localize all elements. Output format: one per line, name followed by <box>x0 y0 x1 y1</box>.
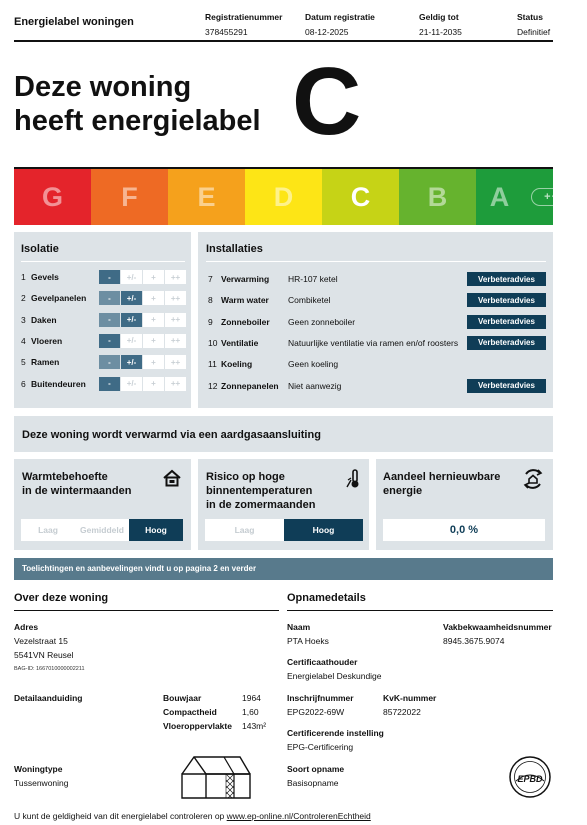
hernieuwbaar-value-box <box>383 519 545 541</box>
scale-step: +/- <box>121 334 142 348</box>
row-name: Gevelpanelen <box>31 293 87 304</box>
row-number: 2 <box>21 293 26 304</box>
row-name: Ramen <box>31 357 60 368</box>
scale-step: - <box>99 313 120 327</box>
energy-class-e <box>168 169 245 225</box>
inschrijfnummer-label: Inschrijfnummer <box>287 693 354 703</box>
installaties-title: Installaties <box>206 243 263 255</box>
installaties-divider <box>206 261 546 262</box>
isolatie-row <box>21 313 57 327</box>
warmte-title-line2: in de wintermaanden <box>22 485 132 497</box>
energy-class-letter: D <box>273 181 294 212</box>
scale-step: ++ <box>165 355 186 369</box>
row-number: 9 <box>208 316 213 327</box>
verbeteradvies-button[interactable]: Verbeteradvies <box>467 336 546 350</box>
soort-opname-label: Soort opname <box>287 764 345 774</box>
scale-step: + <box>143 270 164 284</box>
spec-value: 1,60 <box>242 707 259 717</box>
scale-step: ++ <box>165 377 186 391</box>
installatie-row <box>208 336 458 350</box>
verification-link[interactable]: www.ep-online.nl/ControlerenEchtheid <box>226 811 371 821</box>
row-number: 6 <box>21 378 26 389</box>
header-divider <box>14 40 553 42</box>
hernieuwbaar-panel <box>376 459 553 550</box>
scale-option: Gemiddeld <box>75 519 129 541</box>
energy-class-letter: G <box>41 181 63 212</box>
certificaathouder-label: Certificaathouder <box>287 657 358 667</box>
woning-divider <box>14 610 279 611</box>
row-number: 5 <box>21 357 26 368</box>
row-name: Koeling <box>221 359 253 370</box>
row-number: 1 <box>21 272 26 282</box>
scale-step: +/- <box>121 270 142 284</box>
energy-class-c <box>322 169 399 225</box>
energy-class-letter: E <box>197 181 216 212</box>
row-name: Zonnepanelen <box>221 380 279 391</box>
inschrijfnummer-value: EPG2022-69W <box>287 707 345 717</box>
scale-step: - <box>99 355 120 369</box>
footer-note <box>14 811 371 821</box>
scale-step: + <box>143 313 164 327</box>
installatie-row <box>208 315 355 329</box>
scale-option: Hoog <box>129 519 183 541</box>
warmte-title-line1: Warmtebehoefte <box>22 471 108 483</box>
instelling-label: Certificerende instelling <box>287 728 384 738</box>
row-name: Daken <box>31 314 57 325</box>
row-value: Niet aanwezig <box>288 380 342 391</box>
headline: Deze woning heeft energielabel <box>14 71 261 137</box>
row-number: 11 <box>208 359 217 370</box>
soort-opname-value: Basisopname <box>287 778 339 788</box>
info-banner: Toelichtingen en aanbevelingen vindt u op pagina 2 en verder <box>14 558 553 580</box>
installatie-row <box>208 272 338 286</box>
row-name: Vloeren <box>31 335 63 346</box>
opname-title: Opnamedetails <box>287 592 366 604</box>
verbeteradvies-button[interactable]: Verbeteradvies <box>467 315 546 329</box>
registration-number: Registratienummer 378455291 <box>205 12 283 37</box>
adres-street: Vezelstraat 15 <box>14 636 68 646</box>
row-number: 8 <box>208 295 213 306</box>
row-name: Buitendeuren <box>31 378 86 389</box>
hernieuwbaar-value: 0,0 % <box>449 524 479 536</box>
scale-step: +/- <box>121 355 142 369</box>
isolatie-scale <box>99 291 186 305</box>
energy-label-letter: C <box>292 48 362 155</box>
isolatie-scale <box>99 270 186 284</box>
row-number: 7 <box>208 274 213 284</box>
spec-value: 143m² <box>242 721 267 731</box>
scale-step: +/- <box>121 377 142 391</box>
adres-label: Adres <box>14 622 39 632</box>
row-name: Zonneboiler <box>221 316 270 327</box>
energy-scale-bar <box>14 169 574 225</box>
hernieuwbaar-title-line2: energie <box>383 485 423 497</box>
scale-step: + <box>143 334 164 348</box>
energy-class-letter: F <box>121 181 138 212</box>
verbeteradvies-button[interactable]: Verbeteradvies <box>467 293 546 307</box>
risico-panel <box>198 459 369 550</box>
house-heat-icon <box>163 469 181 487</box>
row-value: Natuurlijke ventilatie via ramen en/of roosters <box>288 337 459 348</box>
detail-label: Detailaanduiding <box>14 693 83 703</box>
isolatie-panel <box>14 232 191 408</box>
scale-step: +/- <box>121 291 142 305</box>
risico-title-line3: in de zomermaanden <box>206 499 316 511</box>
thermometer-icon <box>346 469 362 489</box>
energy-class-f <box>91 169 168 225</box>
isolatie-scale <box>99 313 186 327</box>
row-number: 4 <box>21 335 26 346</box>
row-value: Geen koeling <box>288 359 339 370</box>
row-name: Warm water <box>221 295 269 306</box>
isolatie-scale <box>99 334 186 348</box>
opname-divider <box>287 610 553 611</box>
hernieuwbaar-title-line1: Aandeel hernieuwbare <box>383 471 501 483</box>
document-title: Energielabel woningen <box>14 16 134 28</box>
instelling-value: EPG-Certificering <box>287 742 354 752</box>
energy-class-g <box>14 169 91 225</box>
isolatie-scale <box>99 355 186 369</box>
scale-step: + <box>143 355 164 369</box>
isolatie-row <box>21 291 86 305</box>
gas-connection-note: Deze woning wordt verwarmd via een aardgasaansluiting <box>14 416 553 452</box>
woningtype-value: Tussenwoning <box>14 778 69 788</box>
registration-date: Datum registratie 08-12-2025 <box>305 12 375 37</box>
installaties-panel <box>198 232 553 408</box>
energy-class-b <box>399 169 476 225</box>
woning-title: Over deze woning <box>14 592 109 604</box>
vakbekwaam-value: 8945.3675.9074 <box>443 636 505 646</box>
a-plus-indicator: ++++ <box>531 188 587 206</box>
installatie-row <box>208 293 331 307</box>
vakbekwaam-label: Vakbekwaamheidsnummer <box>443 622 552 632</box>
risico-title-line1: Risico op hoge <box>206 471 285 483</box>
row-value: Geen zonneboiler <box>288 316 356 327</box>
verbeteradvies-button[interactable]: Verbeteradvies <box>467 272 546 286</box>
scale-option: Hoog <box>284 519 363 541</box>
warmtebehoefte-panel <box>14 459 191 550</box>
row-value: Combiketel <box>288 295 331 306</box>
scale-step: - <box>99 270 120 284</box>
isolatie-title: Isolatie <box>21 243 59 255</box>
terraced-house-icon <box>180 754 252 800</box>
installatie-row <box>208 357 338 371</box>
row-number: 12 <box>208 380 218 391</box>
naam-value: PTA Hoeks <box>287 636 329 646</box>
spec-label: Bouwjaar <box>163 693 202 703</box>
footer-text: U kunt de geldigheid van dit energielabel controleren op <box>14 811 227 821</box>
isolatie-row <box>21 270 59 284</box>
status: Status Definitief <box>517 12 551 37</box>
risico-title-line2: binnentemperaturen <box>206 485 313 497</box>
spec-label: Vloeroppervlakte <box>163 721 232 731</box>
scale-step: - <box>99 291 120 305</box>
energy-class-letter: C <box>350 181 371 212</box>
warmtebehoefte-scale <box>21 519 183 541</box>
kvk-label: KvK-nummer <box>383 693 437 703</box>
scale-step: + <box>143 291 164 305</box>
installatie-row <box>208 379 341 393</box>
scale-step: ++ <box>165 270 186 284</box>
woningtype-label: Woningtype <box>14 764 63 774</box>
risico-scale <box>205 519 363 541</box>
row-name: Gevels <box>31 272 59 282</box>
energy-class-letter: A <box>489 181 510 212</box>
adres-city: 5541VN Reusel <box>14 650 74 660</box>
naam-label: Naam <box>287 622 311 632</box>
scale-step: ++ <box>165 291 186 305</box>
scale-option: Laag <box>21 519 75 541</box>
spec-value: 1964 <box>242 693 261 703</box>
scale-step: - <box>99 334 120 348</box>
epbd-logo-text: EPBD <box>517 774 543 784</box>
isolatie-row <box>21 377 86 391</box>
scale-step: +/- <box>121 313 142 327</box>
valid-until: Geldig tot 21-11-2035 <box>419 12 462 37</box>
row-name: Ventilatie <box>221 337 259 348</box>
row-number: 3 <box>21 314 26 325</box>
certificaathouder-value: Energielabel Deskundige <box>287 671 382 681</box>
scale-step: ++ <box>165 313 186 327</box>
energy-class-d <box>245 169 322 225</box>
isolatie-divider <box>21 261 185 262</box>
verbeteradvies-button[interactable]: Verbeteradvies <box>467 379 546 393</box>
scale-step: - <box>99 377 120 391</box>
scale-option: Laag <box>205 519 284 541</box>
isolatie-row <box>21 334 62 348</box>
kvk-value: 85722022 <box>383 707 421 717</box>
row-name: Verwarming <box>221 274 270 284</box>
epbd-logo <box>508 755 552 799</box>
energy-class-letter: B <box>427 181 448 212</box>
row-value: HR-107 ketel <box>288 274 338 284</box>
isolatie-row <box>21 355 59 369</box>
energy-class-a <box>476 169 574 225</box>
isolatie-scale <box>99 377 186 391</box>
scale-step: + <box>143 377 164 391</box>
bag-id: BAG-ID: 1667010000002211 <box>14 666 85 672</box>
spec-label: Compactheid <box>163 707 217 717</box>
row-number: 10 <box>208 337 218 348</box>
scale-step: ++ <box>165 334 186 348</box>
renewable-house-icon <box>522 468 544 490</box>
